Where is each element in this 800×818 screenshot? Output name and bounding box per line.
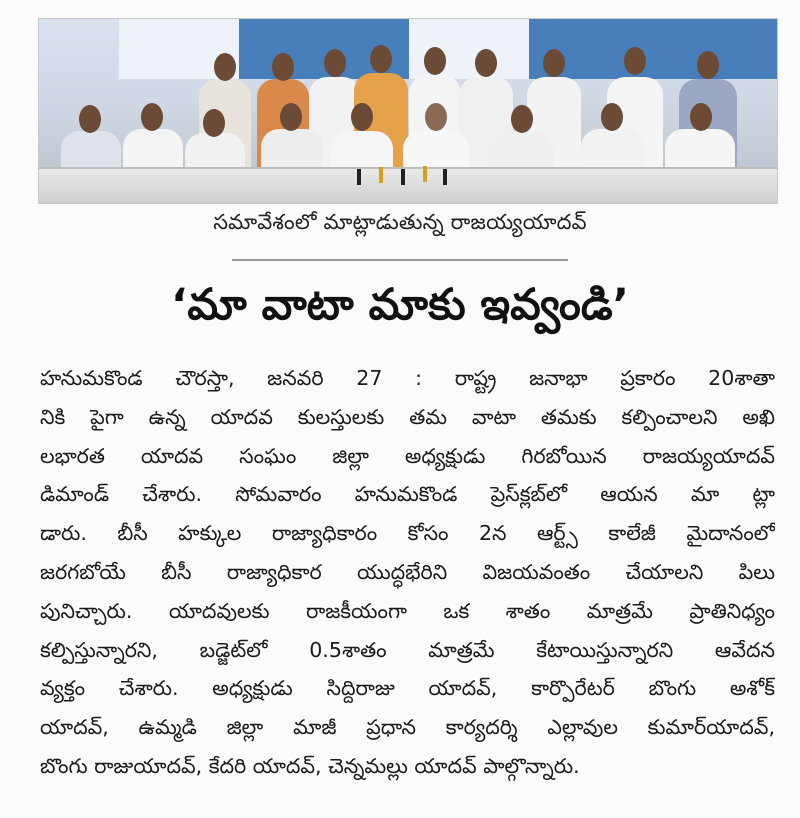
photo-backdrop-banner (529, 19, 777, 79)
microphone-icon (401, 169, 405, 185)
article-headline: ‘మా వాటా మాకు ఇవ్వండి’ (171, 280, 629, 330)
article-line: నికి పైగా ఉన్న యాదవ కులస్తులకు తమ వాటా తమకు కల్పించాలని అఖి (40, 404, 775, 429)
article-line: డిమాండ్ చేశారు. సోమవారం హనుమకొండ ప్రెస్‌క్లబ్‌లో ఆయన మా ట్లా (40, 482, 775, 507)
article-line: హనుమకొండ చౌరస్తా, జనవరి 27 : రాష్ట్ర జనాభా ప్రకారం 20శాతా (40, 366, 775, 390)
article-body (40, 359, 775, 786)
microphone-icon (423, 166, 427, 182)
article-line: వ్యక్తం చేశారు. అధ్యక్షుడు సిద్దిరాజు యాదవ్, కార్పొరేటర్ బొంగు అశోక్ (40, 676, 775, 701)
microphone-icon (379, 167, 383, 183)
article-line: డారు. బీసీ హక్కుల రాజ్యాధికారం కోసం 2న ఆర్ట్స్ కాలేజీ మైదానంలో (40, 521, 775, 546)
article-line: లభారత యాదవ సంఘం జిల్లా అధ్యక్షుడు గిరబోయిన రాజయ్యయాదవ్ (40, 443, 775, 468)
article-line: పునిచ్చారు. యాదవులకు రాజకీయంగా ఒక శాతం మాత్రమే ప్రాతినిధ్యం (40, 598, 775, 623)
article-line: జరగబోయే బీసీ రాజ్యాధికార యుద్ధభేరిని విజయవంతం చేయాలని పిలు (40, 559, 775, 584)
article-line: కల్పిస్తున్నారని, బడ్జెట్‌లో 0.5శాతం మాత్రమే కేటాయిస్తున్నారని ఆవేదన (40, 637, 775, 662)
news-photo (38, 18, 778, 204)
press-table (39, 167, 777, 203)
microphone-icon (443, 169, 447, 185)
photo-caption: సమావేశంలో మాట్లాడుతున్న రాజయ్యయాదవ్ (213, 210, 587, 234)
article-line: యాదవ్, ఉమ్మడి జిల్లా మాజీ ప్రధాన కార్యదర్శి ఎల్లావుల కుమార్‌యాదవ్, (40, 715, 775, 740)
caption-divider (232, 259, 568, 261)
article-line: బొంగు రాజుయాదవ్, కేదరి యాదవ్, చెన్నమల్లు యాదవ్ పాల్గొన్నారు. (40, 753, 580, 778)
microphone-icon (357, 169, 361, 185)
